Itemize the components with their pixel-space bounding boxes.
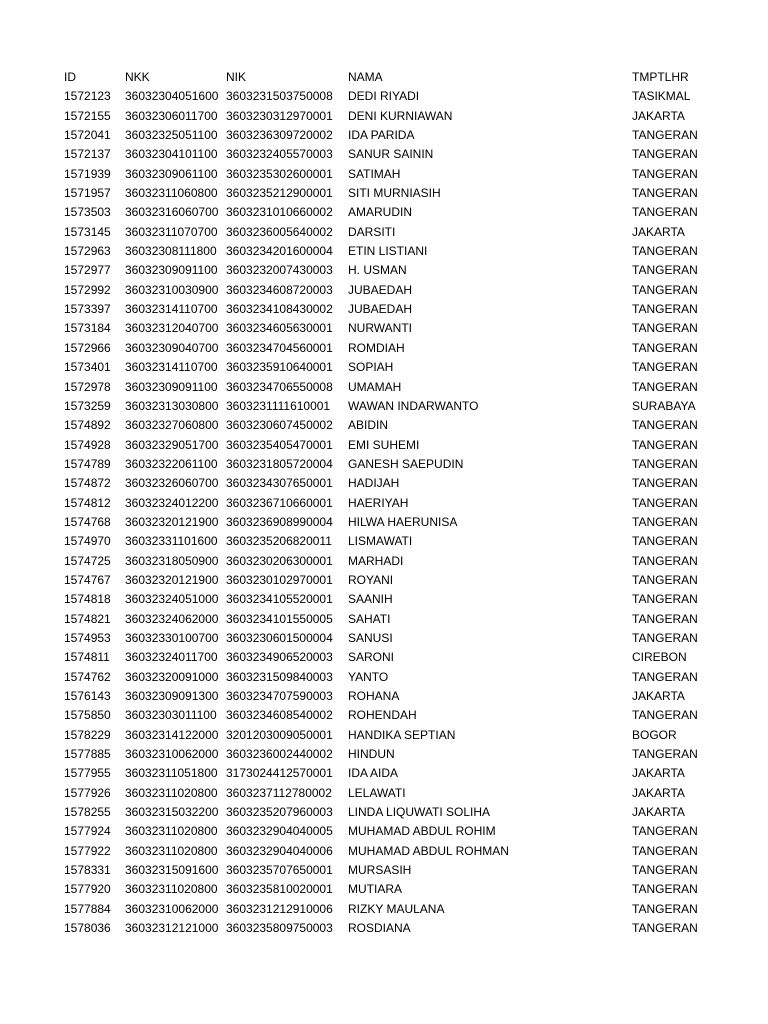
cell-tmptlhr[interactable]: TANGERAN — [632, 302, 698, 317]
table-row — [0, 319, 768, 338]
table-row — [0, 416, 768, 435]
table-row — [0, 339, 768, 358]
spreadsheet — [0, 68, 768, 938]
cell-nkk[interactable]: 36032324062000 — [125, 611, 219, 626]
cell-nkk[interactable]: 36032311051800 — [125, 766, 218, 781]
cell-nkk[interactable]: 36032320091000 — [125, 669, 219, 684]
table-row — [0, 803, 768, 822]
cell-tmptlhr[interactable]: JAKARTA — [632, 224, 685, 239]
cell-nkk[interactable]: 36032324011700 — [125, 650, 218, 665]
cell-id[interactable]: 1578229 — [64, 727, 111, 742]
cell-nik[interactable]: 3603235405470001 — [226, 437, 333, 452]
cell-nama[interactable]: HINDUN — [348, 747, 395, 762]
cell-id[interactable]: 1572041 — [64, 128, 111, 143]
table-row — [0, 726, 768, 745]
cell-nkk[interactable]: 36032320121900 — [125, 514, 219, 529]
cell-tmptlhr[interactable]: TANGERAN — [632, 476, 698, 491]
table-row — [0, 300, 768, 319]
table-row — [0, 648, 768, 667]
cell-id[interactable]: 1573259 — [64, 398, 111, 413]
table-row — [0, 223, 768, 242]
cell-id[interactable]: 1573397 — [64, 302, 111, 317]
cell-tmptlhr[interactable]: TANGERAN — [632, 495, 698, 510]
table-row — [0, 436, 768, 455]
cell-tmptlhr[interactable]: TANGERAN — [632, 824, 698, 839]
cell-nik[interactable]: 3603235302600001 — [226, 166, 333, 181]
cell-nik[interactable]: 3603230206300001 — [226, 553, 333, 568]
cell-nik[interactable]: 3603232405570003 — [226, 147, 333, 162]
cell-nik[interactable]: 3603234307650001 — [226, 476, 333, 491]
cell-id[interactable]: 1574928 — [64, 437, 111, 452]
cell-nama[interactable]: SANUSI — [348, 630, 393, 645]
cell-id[interactable]: 1572123 — [64, 89, 111, 104]
cell-nkk[interactable]: 36032304101100 — [125, 147, 218, 162]
cell-nama[interactable]: DEDI RIYADI — [348, 89, 420, 104]
cell-nama[interactable]: MARHADI — [348, 553, 404, 568]
cell-nik[interactable]: 3603230312970001 — [226, 108, 333, 123]
cell-nama[interactable]: DENI KURNIAWAN — [348, 108, 453, 123]
header-nama[interactable]: NAMA — [348, 70, 383, 84]
cell-id[interactable]: 1574789 — [64, 456, 111, 471]
table-row — [0, 107, 768, 126]
cell-nama[interactable]: H. USMAN — [348, 263, 407, 278]
cell-id[interactable]: 1574818 — [64, 592, 111, 607]
cell-nama[interactable]: HANDIKA SEPTIAN — [348, 727, 456, 742]
cell-nik[interactable]: 3603230102970001 — [226, 572, 333, 587]
cell-nkk[interactable]: 36032324012200 — [125, 495, 219, 510]
cell-id[interactable]: 1576143 — [64, 689, 111, 703]
cell-id[interactable]: 1574821 — [64, 611, 111, 626]
cell-nik[interactable]: 3603231212910006 — [226, 901, 333, 916]
table-row — [0, 822, 768, 841]
table-row — [0, 397, 768, 416]
cell-nama[interactable]: ABIDIN — [348, 418, 389, 433]
table-row — [0, 668, 768, 687]
table-row — [0, 474, 768, 493]
cell-nkk[interactable]: 36032309091100 — [125, 379, 218, 394]
cell-nkk[interactable]: 36032330100700 — [125, 630, 219, 645]
cell-nkk[interactable]: 36032315032200 — [125, 805, 219, 820]
table-row — [0, 87, 768, 106]
cell-nik[interactable]: 3603230601500004 — [226, 630, 333, 645]
cell-nik[interactable]: 3603231503750008 — [226, 89, 333, 104]
cell-tmptlhr[interactable]: TANGERAN — [632, 282, 698, 297]
cell-nkk[interactable]: 36032309091300 — [125, 689, 219, 703]
cell-nama[interactable]: SAANIH — [348, 592, 393, 607]
cell-id[interactable]: 1575850 — [64, 708, 111, 723]
cell-nkk[interactable]: 36032331101600 — [125, 534, 218, 549]
cell-id[interactable]: 1574767 — [64, 572, 111, 587]
cell-tmptlhr[interactable]: TANGERAN — [632, 669, 698, 684]
cell-nkk[interactable]: 36032314110700 — [125, 302, 218, 317]
cell-nik[interactable]: 3603234704560001 — [226, 340, 333, 355]
cell-id[interactable]: 1574811 — [64, 650, 110, 665]
table-row — [0, 126, 768, 145]
table-row — [0, 745, 768, 764]
cell-tmptlhr[interactable]: TANGERAN — [632, 379, 698, 394]
cell-tmptlhr[interactable]: TANGERAN — [632, 747, 698, 762]
cell-tmptlhr[interactable]: TANGERAN — [632, 360, 698, 375]
cell-nik[interactable]: 3603234108430002 — [226, 302, 333, 317]
header-nkk[interactable]: NKK — [125, 70, 150, 84]
cell-nkk[interactable]: 36032316060700 — [125, 205, 219, 220]
cell-id[interactable]: 1574953 — [64, 630, 111, 645]
cell-nkk[interactable]: 36032312040700 — [125, 321, 219, 336]
cell-nik[interactable]: 3603231805720004 — [226, 456, 333, 471]
table-row — [0, 165, 768, 184]
cell-nama[interactable]: SARONI — [348, 650, 395, 665]
table-row — [0, 842, 768, 861]
table-row — [0, 610, 768, 629]
cell-nkk[interactable]: 36032311020800 — [125, 785, 218, 800]
table-row — [0, 281, 768, 300]
table-row — [0, 455, 768, 474]
cell-id[interactable]: 1574872 — [64, 476, 111, 491]
cell-nik[interactable]: 3603234201600004 — [226, 244, 333, 259]
cell-nik[interactable]: 3603232007430003 — [226, 263, 333, 278]
cell-nkk[interactable]: 36032313030800 — [125, 398, 219, 413]
cell-id[interactable]: 1574762 — [64, 669, 111, 684]
cell-nik[interactable]: 3603235207960003 — [226, 805, 333, 820]
cell-tmptlhr[interactable]: TANGERAN — [632, 572, 698, 587]
table-row — [0, 184, 768, 203]
cell-tmptlhr[interactable]: JAKARTA — [632, 108, 685, 123]
cell-nama[interactable]: EMI SUHEMI — [348, 437, 420, 452]
cell-nama[interactable]: LINDA LIQUWATI SOLIHA — [348, 805, 491, 820]
cell-id[interactable]: 1574768 — [64, 514, 111, 529]
cell-id[interactable]: 1577920 — [64, 882, 111, 897]
cell-nik[interactable]: 3603235206820011 — [226, 534, 332, 549]
cell-nama[interactable]: JUBAEDAH — [348, 302, 413, 317]
cell-id[interactable]: 1572966 — [64, 340, 111, 355]
cell-nik[interactable]: 3603234706550008 — [226, 379, 333, 394]
header-tmptlhr[interactable]: TMPTLHR — [632, 70, 689, 84]
cell-nik[interactable]: 3603235707650001 — [226, 863, 333, 878]
table-row — [0, 513, 768, 532]
cell-nik[interactable]: 3603234605630001 — [226, 321, 333, 336]
cell-nik[interactable]: 3173024412570001 — [226, 766, 333, 781]
cell-nik[interactable]: 3603235212900001 — [226, 186, 333, 201]
cell-nkk[interactable]: 36032324051000 — [125, 592, 219, 607]
cell-nama[interactable]: ROYANI — [348, 572, 394, 587]
cell-nkk[interactable]: 36032309091100 — [125, 263, 218, 278]
cell-nik[interactable]: 3603236005640002 — [226, 224, 333, 239]
table-row — [0, 706, 768, 725]
cell-nama[interactable]: ROMDIAH — [348, 340, 405, 355]
cell-id[interactable]: 1578331 — [64, 863, 111, 878]
cell-id[interactable]: 1574725 — [64, 553, 111, 568]
table-row — [0, 687, 768, 706]
cell-nama[interactable]: IDA AIDA — [348, 766, 399, 781]
cell-tmptlhr[interactable]: TANGERAN — [632, 321, 698, 336]
cell-nama[interactable]: DARSITI — [348, 224, 396, 239]
table-row — [0, 145, 768, 164]
cell-tmptlhr[interactable]: TANGERAN — [632, 456, 698, 471]
cell-nama[interactable]: AMARUDIN — [348, 205, 413, 220]
cell-nama[interactable]: MUHAMAD ABDUL ROHIM — [348, 824, 496, 839]
cell-tmptlhr[interactable]: TANGERAN — [632, 921, 698, 936]
cell-nama[interactable]: RIZKY MAULANA — [348, 901, 445, 916]
table-row — [0, 378, 768, 397]
cell-tmptlhr[interactable]: TANGERAN — [632, 534, 698, 549]
header-id[interactable]: ID — [64, 70, 76, 84]
cell-tmptlhr[interactable]: TANGERAN — [632, 708, 698, 723]
table-row — [0, 861, 768, 880]
cell-tmptlhr[interactable]: JAKARTA — [632, 689, 685, 703]
cell-nkk[interactable]: 36032326060700 — [125, 476, 219, 491]
cell-nkk[interactable]: 36032304051600 — [125, 89, 219, 104]
cell-nik[interactable]: 3603234707590003 — [226, 689, 333, 703]
cell-nik[interactable]: 3603236710660001 — [226, 495, 333, 510]
table-row — [0, 764, 768, 783]
cell-tmptlhr[interactable]: TANGERAN — [632, 882, 698, 897]
cell-id[interactable]: 1578036 — [64, 921, 111, 936]
cell-nama[interactable]: SITI MURNIASIH — [348, 186, 441, 201]
cell-tmptlhr[interactable]: TANGERAN — [632, 611, 698, 626]
cell-id[interactable]: 1572978 — [64, 379, 111, 394]
cell-nkk[interactable]: 36032309061100 — [125, 166, 218, 181]
cell-nkk[interactable]: 36032310030900 — [125, 282, 219, 297]
table-row — [0, 880, 768, 899]
cell-nik[interactable]: 3603235910640001 — [226, 360, 333, 375]
cell-nama[interactable]: JUBAEDAH — [348, 282, 413, 297]
cell-nama[interactable]: UMAMAH — [348, 379, 402, 394]
cell-nkk[interactable]: 36032310062000 — [125, 747, 219, 762]
cell-tmptlhr[interactable]: TANGERAN — [632, 630, 698, 645]
header-nik[interactable]: NIK — [226, 70, 247, 84]
cell-id[interactable]: 1577955 — [64, 766, 111, 781]
cell-id[interactable]: 1573184 — [64, 321, 111, 336]
cell-nkk[interactable]: 36032322061100 — [125, 456, 218, 471]
cell-nik[interactable]: 3603231509840003 — [226, 669, 333, 684]
cell-id[interactable]: 1571939 — [64, 166, 111, 181]
cell-tmptlhr[interactable]: TANGERAN — [632, 863, 698, 878]
cell-id[interactable]: 1577922 — [64, 843, 111, 858]
cell-nik[interactable]: 3603234608720003 — [226, 282, 333, 297]
cell-tmptlhr[interactable]: TANGERAN — [632, 244, 698, 259]
cell-nik[interactable]: 3603237112780002 — [226, 785, 332, 800]
cell-nkk[interactable]: 36032329051700 — [125, 437, 219, 452]
table-body — [0, 87, 768, 938]
cell-nama[interactable]: YANTO — [348, 669, 389, 684]
cell-nkk[interactable]: 36032318050900 — [125, 553, 219, 568]
cell-nama[interactable]: HADIJAH — [348, 476, 400, 491]
cell-tmptlhr[interactable]: TANGERAN — [632, 147, 698, 162]
cell-id[interactable]: 1577924 — [64, 824, 111, 839]
cell-tmptlhr[interactable]: TANGERAN — [632, 340, 698, 355]
cell-tmptlhr[interactable]: SURABAYA — [632, 398, 696, 413]
cell-nama[interactable]: ETIN LISTIANI — [348, 244, 428, 259]
cell-tmptlhr[interactable]: JAKARTA — [632, 785, 685, 800]
cell-nik[interactable]: 3603232904040005 — [226, 824, 333, 839]
cell-tmptlhr[interactable]: TANGERAN — [632, 166, 698, 181]
cell-tmptlhr[interactable]: CIREBON — [632, 650, 687, 665]
cell-nik[interactable]: 3603236002440002 — [226, 747, 333, 762]
cell-tmptlhr[interactable]: BOGOR — [632, 727, 677, 742]
cell-nkk[interactable]: 36032311020800 — [125, 843, 218, 858]
table-row — [0, 261, 768, 280]
table-row — [0, 629, 768, 648]
cell-nik[interactable]: 3603234906520003 — [226, 650, 333, 665]
cell-nkk[interactable]: 36032311020800 — [125, 882, 218, 897]
cell-nama[interactable]: ROSDIANA — [348, 921, 411, 936]
cell-nama[interactable]: SOPIAH — [348, 360, 394, 375]
cell-nik[interactable]: 3603236908990004 — [226, 514, 333, 529]
cell-id[interactable]: 1574970 — [64, 534, 111, 549]
cell-tmptlhr[interactable]: TANGERAN — [632, 437, 698, 452]
cell-nik[interactable]: 3603234101550005 — [226, 611, 333, 626]
table-row — [0, 203, 768, 222]
cell-tmptlhr[interactable]: TANGERAN — [632, 514, 698, 529]
table-row — [0, 242, 768, 261]
table-row — [0, 532, 768, 551]
cell-nik[interactable]: 3201203009050001 — [226, 727, 333, 742]
cell-tmptlhr[interactable]: TANGERAN — [632, 901, 698, 916]
cell-tmptlhr[interactable]: TANGERAN — [632, 263, 698, 278]
cell-nkk[interactable]: 36032311020800 — [125, 824, 218, 839]
cell-nkk[interactable]: 36032309040700 — [125, 340, 219, 355]
cell-nkk[interactable]: 36032314122000 — [125, 727, 219, 742]
cell-id[interactable]: 1578255 — [64, 805, 111, 820]
cell-id[interactable]: 1572137 — [64, 147, 111, 162]
cell-nkk[interactable]: 36032314110700 — [125, 360, 218, 375]
cell-nik[interactable]: 3603231010660002 — [226, 205, 333, 220]
cell-nama[interactable]: IDA PARIDA — [348, 128, 415, 143]
cell-tmptlhr[interactable]: TANGERAN — [632, 186, 698, 201]
cell-id[interactable]: 1574812 — [64, 495, 111, 510]
cell-id[interactable]: 1572155 — [64, 108, 111, 123]
cell-nkk[interactable]: 36032308111800 — [125, 244, 217, 259]
table-row — [0, 590, 768, 609]
cell-nkk[interactable]: 36032311070700 — [125, 224, 218, 239]
cell-id[interactable]: 1573503 — [64, 205, 111, 220]
cell-id[interactable]: 1571957 — [64, 186, 111, 201]
cell-nik[interactable]: 3603234608540002 — [226, 708, 333, 723]
cell-tmptlhr[interactable]: JAKARTA — [632, 805, 685, 820]
table-row — [0, 358, 768, 377]
cell-nama[interactable]: MUTIARA — [348, 882, 402, 897]
cell-nama[interactable]: SAHATI — [348, 611, 391, 626]
cell-nama[interactable]: LELAWATI — [348, 785, 406, 800]
cell-tmptlhr[interactable]: TANGERAN — [632, 592, 698, 607]
cell-tmptlhr[interactable]: TANGERAN — [632, 843, 698, 858]
table-row — [0, 552, 768, 571]
cell-tmptlhr[interactable]: JAKARTA — [632, 766, 685, 781]
table-row — [0, 494, 768, 513]
cell-nkk[interactable]: 36032327060800 — [125, 418, 219, 433]
cell-nama[interactable]: MURSASIH — [348, 863, 412, 878]
cell-nama[interactable]: WAWAN INDARWANTO — [348, 398, 479, 413]
cell-nama[interactable]: MUHAMAD ABDUL ROHMAN — [348, 843, 509, 858]
cell-nik[interactable]: 3603236309720002 — [226, 128, 333, 143]
cell-id[interactable]: 1572992 — [64, 282, 111, 297]
cell-nama[interactable]: SATIMAH — [348, 166, 401, 181]
cell-nkk[interactable]: 36032325051100 — [125, 128, 218, 143]
table-row — [0, 919, 768, 938]
cell-id[interactable]: 1577884 — [64, 901, 111, 916]
cell-id[interactable]: 1573401 — [64, 360, 111, 375]
cell-nik[interactable]: 3603235810020001 — [226, 882, 333, 897]
cell-id[interactable]: 1577885 — [64, 747, 111, 762]
cell-nik[interactable]: 3603230607450002 — [226, 418, 333, 433]
header-row — [0, 68, 768, 87]
cell-nama[interactable]: HAERIYAH — [348, 495, 409, 510]
cell-tmptlhr[interactable]: TANGERAN — [632, 553, 698, 568]
cell-id[interactable]: 1574892 — [64, 418, 111, 433]
cell-nkk[interactable]: 36032311060800 — [125, 186, 218, 201]
cell-nama[interactable]: ROHENDAH — [348, 708, 417, 723]
cell-nama[interactable]: GANESH SAEPUDIN — [348, 456, 464, 471]
cell-tmptlhr[interactable]: TASIKMAL — [632, 89, 691, 104]
cell-nkk[interactable]: 36032310062000 — [125, 901, 219, 916]
cell-tmptlhr[interactable]: TANGERAN — [632, 128, 698, 143]
cell-nkk[interactable]: 36032306011700 — [125, 108, 218, 123]
cell-nik[interactable]: 3603231111610001 — [226, 398, 331, 413]
cell-nik[interactable]: 3603234105520001 — [226, 592, 333, 607]
cell-nama[interactable]: NURWANTI — [348, 321, 412, 336]
cell-id[interactable]: 1572977 — [64, 263, 111, 278]
cell-nkk[interactable]: 36032312121000 — [125, 921, 219, 936]
cell-nama[interactable]: ROHANA — [348, 689, 400, 703]
cell-nkk[interactable]: 36032320121900 — [125, 572, 219, 587]
table-row — [0, 900, 768, 919]
cell-tmptlhr[interactable]: TANGERAN — [632, 418, 698, 433]
cell-nkk[interactable]: 36032315091600 — [125, 863, 219, 878]
cell-id[interactable]: 1572963 — [64, 244, 111, 259]
cell-tmptlhr[interactable]: TANGERAN — [632, 205, 698, 220]
table-row — [0, 571, 768, 590]
cell-nama[interactable]: HILWA HAERUNISA — [348, 514, 458, 529]
cell-nama[interactable]: SANUR SAININ — [348, 147, 434, 162]
cell-id[interactable]: 1573145 — [64, 224, 111, 239]
cell-id[interactable]: 1577926 — [64, 785, 111, 800]
cell-nkk[interactable]: 36032303011100 — [125, 708, 217, 723]
cell-nik[interactable]: 3603235809750003 — [226, 921, 333, 936]
cell-nama[interactable]: LISMAWATI — [348, 534, 413, 549]
table-row — [0, 784, 768, 803]
cell-nik[interactable]: 3603232904040006 — [226, 843, 333, 858]
